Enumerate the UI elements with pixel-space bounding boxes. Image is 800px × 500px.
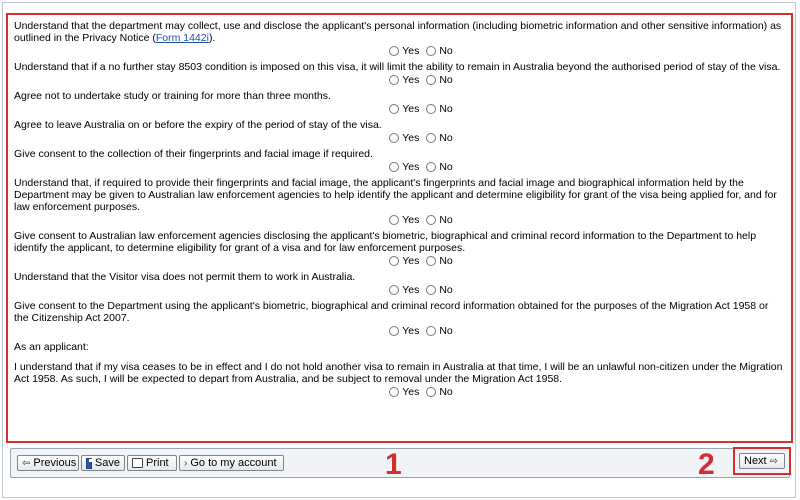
yes-no-group: Yes No (14, 325, 783, 339)
yes-radio[interactable] (389, 133, 399, 143)
no-radio[interactable] (426, 133, 436, 143)
yes-radio[interactable] (389, 256, 399, 266)
question-text: Give consent to Australian law enforcement agencies disclosing the applicant's biometric, biographical and criminal record information to the Department to help identify the applicant, to determine eligibility for grant of a visa and for law enforcement purposes. (14, 230, 757, 254)
yes-radio[interactable] (389, 75, 399, 85)
yes-radio[interactable] (389, 326, 399, 336)
save-icon (86, 458, 92, 469)
no-radio[interactable] (426, 215, 436, 225)
print-button[interactable]: Print (127, 455, 177, 471)
print-icon (132, 458, 143, 468)
applicant-heading: As an applicant: (14, 341, 89, 353)
yes-no-group: Yes No (14, 103, 783, 117)
go-to-account-button[interactable]: › Go to my account (179, 455, 284, 471)
yes-no-group: Yes No (14, 386, 783, 400)
question-text: Give consent to the Department using the applicant's biometric, biographical and criminal record information obtained for the purposes of the Migration Act 1958 or the Citizenship Act 2007. (14, 300, 769, 324)
yes-no-group: Yes No (14, 284, 783, 298)
step-marker-2: 2 (698, 448, 715, 481)
yes-radio[interactable] (389, 387, 399, 397)
arrow-right-icon: ⇨ (769, 455, 779, 467)
no-radio[interactable] (426, 104, 436, 114)
arrow-left-icon: ⇦ (22, 457, 31, 469)
save-button[interactable]: Save (81, 455, 125, 471)
yes-no-group: Yes No (14, 45, 783, 59)
no-radio[interactable] (426, 46, 436, 56)
declaration-section (6, 13, 793, 443)
yes-radio[interactable] (389, 46, 399, 56)
question-text: Understand that the Visitor visa does not permit them to work in Australia. (14, 271, 356, 283)
yes-no-group: Yes No (14, 132, 783, 146)
question-text: Understand that, if required to provide their fingerprints and facial image, the applicant's fingerprints and facial image and biographical information held by the Department may be given to Australian law enforcement agencies to help identify the applicant and determine eligibility for grant of the visa being applied for, and for law enforcement purposes. (14, 177, 777, 213)
no-radio[interactable] (426, 387, 436, 397)
question-text: Understand that if a no further stay 8503 condition is imposed on this visa, it will limit the ability to remain in Australia beyond the authorised period of stay of the visa. (14, 61, 781, 73)
privacy-notice-link[interactable]: Form 1442i (155, 32, 209, 44)
yes-no-group: Yes No (14, 74, 783, 88)
yes-radio[interactable] (389, 162, 399, 172)
no-radio[interactable] (426, 326, 436, 336)
yes-no-group: Yes No (14, 161, 783, 175)
no-radio[interactable] (426, 75, 436, 85)
no-radio[interactable] (426, 256, 436, 266)
step-marker-1: 1 (385, 448, 402, 481)
no-radio[interactable] (426, 285, 436, 295)
yes-radio[interactable] (389, 215, 399, 225)
yes-radio[interactable] (389, 104, 399, 114)
next-highlight-box (733, 447, 791, 475)
question-text: Give consent to the collection of their fingerprints and facial image if required. (14, 148, 373, 160)
no-radio[interactable] (426, 162, 436, 172)
chevron-right-icon: › (184, 457, 188, 469)
yes-no-group: Yes No (14, 214, 783, 228)
question-text: Understand that the department may collect, use and disclose the applicant's personal information (including biometric information and other sensitive information) as outlined in the Privacy Notice (Form 1442i). (14, 20, 782, 44)
next-button[interactable]: Next ⇨ (739, 453, 785, 469)
previous-button[interactable]: ⇦ Previous (17, 455, 79, 471)
yes-radio[interactable] (389, 285, 399, 295)
applicant-statement: I understand that if my visa ceases to be in effect and I do not hold another visa to remain in Australia at that time, I will be an unlawful non-citizen under the Migration Act 1958. As such, I will be expected to depart from Australia, and be subject to removal under the Migration Act 1958. (14, 361, 783, 385)
question-text: Agree not to undertake study or training for more than three months. (14, 90, 331, 102)
yes-no-group: Yes No (14, 255, 783, 269)
question-text: Agree to leave Australia on or before the expiry of the period of stay of the visa. (14, 119, 382, 131)
